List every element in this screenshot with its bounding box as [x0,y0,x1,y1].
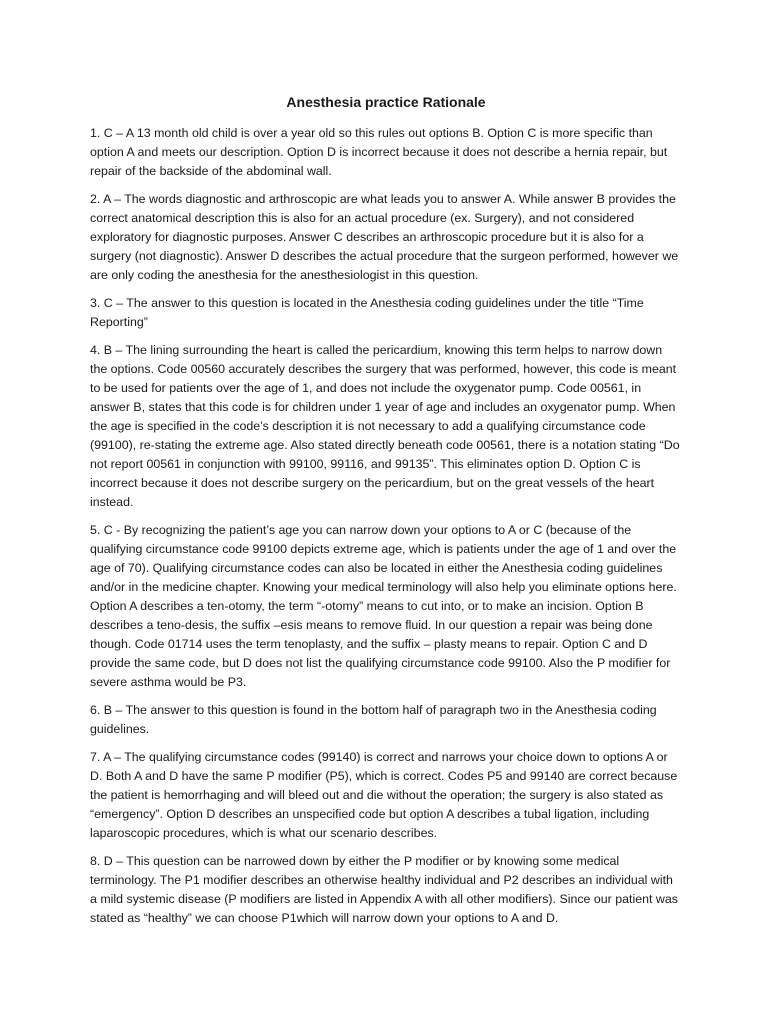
rationale-paragraph-4: 4. B – The lining surrounding the heart is called the pericardium, knowing this term helps to narrow down the options. Code 00560 accurately describes the surgery that was performed, however, this code is meant to be used for patients over the age of 1, and does not include the oxygenator pump. Code 00561, in answer B, states that this code is for children under 1 year of age and includes an oxygenator pump. When the age is specified in the code’s description it is not necessary to add a qualifying circumstance code (99100), re-stating the extreme age. Also stated directly beneath code 00561, there is a notation stating “Do not report 00561 in conjunction with 99100, 99116, and 99135”. This eliminates option D. Option C is incorrect because it does not describe surgery on the pericardium, but on the great vessels of the heart instead. [90,343,680,509]
rationale-paragraph-3: 3. C – The answer to this question is located in the Anesthesia coding guidelines under the title “Time Reporting” [90,296,644,329]
document-title: Anesthesia practice Rationale [286,94,486,110]
rationale-paragraph-5: 5. C - By recognizing the patient’s age you can narrow down your options to A or C (because of the qualifying circumstance code 99100 depicts extreme age, which is patients under the age of 1 and over the age of 70). Qualifying circumstance codes can also be located in either the Anesthesia coding guidelines and/or in the medicine chapter. Knowing your medical terminology will also help you eliminate options here. Option A describes a ten-otomy, the term “-otomy” means to cut into, or to make an incision. Option B describes a teno-desis, the suffix –esis means to remove fluid. In our question a repair was being done though. Code 01714 uses the term tenoplasty, and the suffix – plasty means to repair. Option C and D provide the same code, but D does not list the qualifying circumstance code 99100. Also the P modifier for severe asthma would be P3. [90,523,677,689]
rationale-paragraph-2: 2. A – The words diagnostic and arthroscopic are what leads you to answer A. While answer B provides the correct anatomical description this is also for an actual procedure (ex. Surgery), and not considered exploratory for diagnostic purposes. Answer C describes an arthroscopic procedure but it is also for a surgery (not diagnostic). Answer D describes the actual procedure that the surgeon performed, however we are only coding the anesthesia for the anesthesiologist in this question. [90,192,679,282]
document-page [90,92,682,937]
rationale-paragraph-1: 1. C – A 13 month old child is over a year old so this rules out options B. Option C is more specific than option A and meets our description. Option D is incorrect because it does not describe a hernia repair, but repair of the backside of the abdominal wall. [90,126,668,178]
rationale-paragraph-7: 7. A – The qualifying circumstance codes (99140) is correct and narrows your choice down to options A or D. Both A and D have the same P modifier (P5), which is correct. Codes P5 and 99140 are correct because the patient is hemorrhaging and will bleed out and die without the operation; the surgery is also stated as “emergency”. Option D describes an unspecified code but option A describes a tubal ligation, including laparoscopic procedures, which is what our scenario describes. [90,750,678,840]
rationale-paragraph-6: 6. B – The answer to this question is found in the bottom half of paragraph two in the Anesthesia coding guidelines. [90,703,657,736]
rationale-paragraph-8: 8. D – This question can be narrowed down by either the P modifier or by knowing some medical terminology. The P1 modifier describes an otherwise healthy individual and P2 describes an individual with a mild systemic disease (P modifiers are listed in Appendix A with all other modifiers). Since our patient was stated as “healthy” we can choose P1which will narrow down your options to A and D. [90,854,678,925]
